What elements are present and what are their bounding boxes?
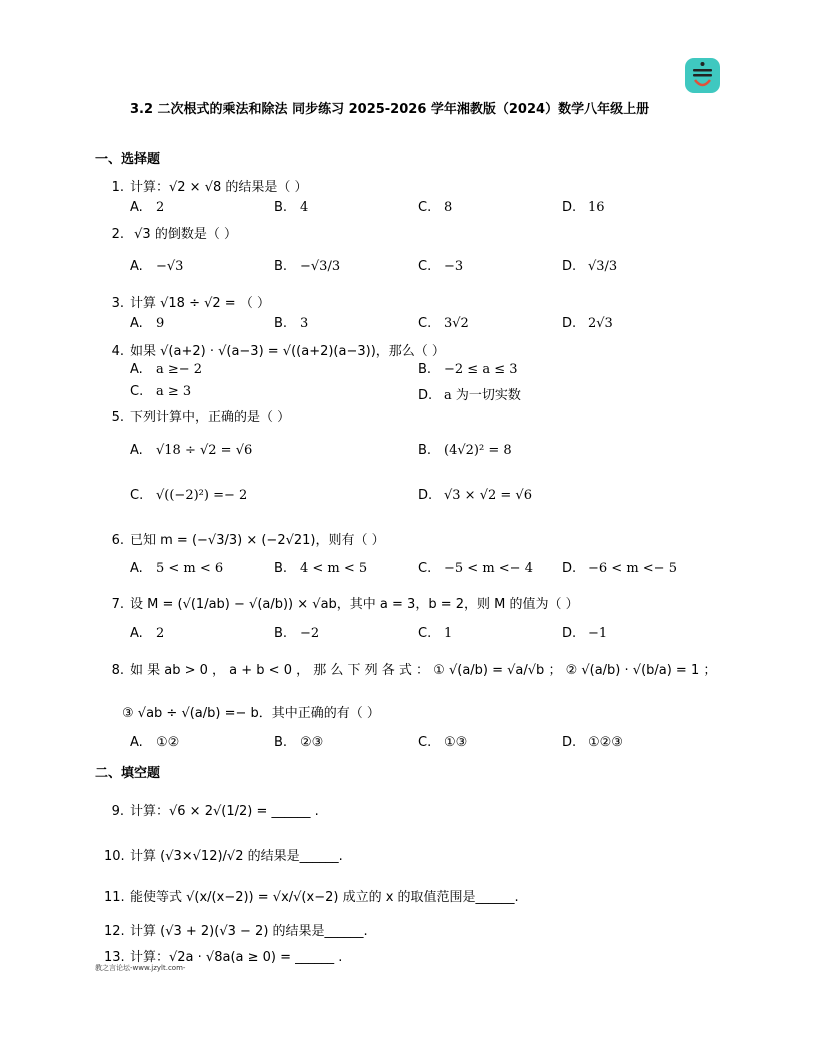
option-8b: B. ②③ [274, 735, 324, 750]
option-3d: D. 2√3 [562, 316, 613, 331]
question-13: 13. 计算：√2a · √8a(a ≥ 0) = ______ . [104, 950, 343, 965]
option-4c: C. a ≥ 3 [130, 384, 192, 399]
option-6a: A. 5 < m < 6 [130, 561, 224, 576]
option-5a: A. √18 ÷ √2 = √6 [130, 443, 253, 458]
question-2: 2. √3 的倒数是（ ） [111, 227, 237, 242]
question-10: 10. 计算 (√3×√12)/√2 的结果是______. [104, 849, 343, 864]
option-5b: B. (4√2)² = 8 [418, 443, 512, 458]
option-3a: A. 9 [130, 316, 165, 331]
option-8c: C. ①③ [418, 735, 468, 750]
option-6b: B. 4 < m < 5 [274, 561, 368, 576]
option-6c: C. −5 < m <− 4 [418, 561, 533, 576]
option-4a: A. a ≥− 2 [130, 362, 203, 377]
book-logo-icon [685, 58, 720, 93]
question-3: 3. 计算 √18 ÷ √2 = （ ） [111, 296, 270, 311]
question-1 [104, 176, 308, 195]
question-number: 1. [111, 180, 124, 195]
question-7: 7. 设 M = (√(1/ab) − √(a/b)) × √ab，其中 a = 3，b = 2，则 M 的值为（ ） [111, 597, 579, 612]
question-6: 6. 已知 m = (−√3/3) × (−2√21)，则有（ ） [111, 533, 385, 548]
question-text: 计算：√2 × √8 的结果是（ ） [130, 180, 308, 195]
option-1b: B. 4 [274, 200, 309, 215]
option-7c: C. 1 [418, 626, 453, 641]
question-8: 8. 如 果 ab > 0 ， a + b < 0 ， 那 么 下 列 各 式 ： ① √(a/b) = √a/√b ； ② √(a/b) · √(b/a) = 1 ； [111, 663, 717, 678]
option-3c: C. 3√2 [418, 316, 469, 331]
page-title: 3.2 二次根式的乘法和除法 同步练习 2025-2026 学年湘教版（2024）数学八年级上册 [130, 102, 650, 117]
option-1a: A. 2 [130, 200, 165, 215]
option-2b: B. −√3/3 [274, 259, 341, 274]
footer-watermark: 教之言论坛-www.jzylt.com- [95, 964, 186, 972]
section-heading-fill: 二、填空题 [95, 766, 161, 781]
option-8d: D. ①②③ [562, 735, 623, 750]
option-7a: A. 2 [130, 626, 165, 641]
question-12: 12. 计算 (√3 + 2)(√3 − 2) 的结果是______. [104, 924, 368, 939]
option-1c: C. 8 [418, 200, 453, 215]
option-5d: D. √3 × √2 = √6 [418, 488, 532, 503]
option-7b: B. −2 [274, 626, 320, 641]
question-5: 5. 下列计算中，正确的是（ ） [111, 410, 291, 425]
question-8-line-2: ③ √ab ÷ √(a/b) =− b．其中正确的有（ ） [122, 706, 380, 721]
option-6d: D. −6 < m <− 5 [562, 561, 677, 576]
option-3b: B. 3 [274, 316, 309, 331]
option-5c: C. √((−2)²) =− 2 [130, 488, 248, 503]
option-2c: C. −3 [418, 259, 464, 274]
option-4d: D. a 为一切实数 [418, 388, 521, 403]
option-1d: D. 16 [562, 200, 605, 215]
question-11: 11. 能使等式 √(x/(x−2)) = √x/√(x−2) 成立的 x 的取值范围是______. [104, 890, 519, 905]
option-8a: A. ①② [130, 735, 180, 750]
option-7d: D. −1 [562, 626, 608, 641]
question-9: 9. 计算：√6 × 2√(1/2) = ______ . [111, 804, 319, 819]
question-4: 4. 如果 √(a+2) · √(a−3) = √((a+2)(a−3))，那么（ ） [111, 344, 445, 359]
option-2a: A. −√3 [130, 259, 184, 274]
section-heading-choice: 一、选择题 [95, 152, 161, 167]
option-4b: B. −2 ≤ a ≤ 3 [418, 362, 518, 377]
option-2d: D. √3/3 [562, 259, 618, 274]
